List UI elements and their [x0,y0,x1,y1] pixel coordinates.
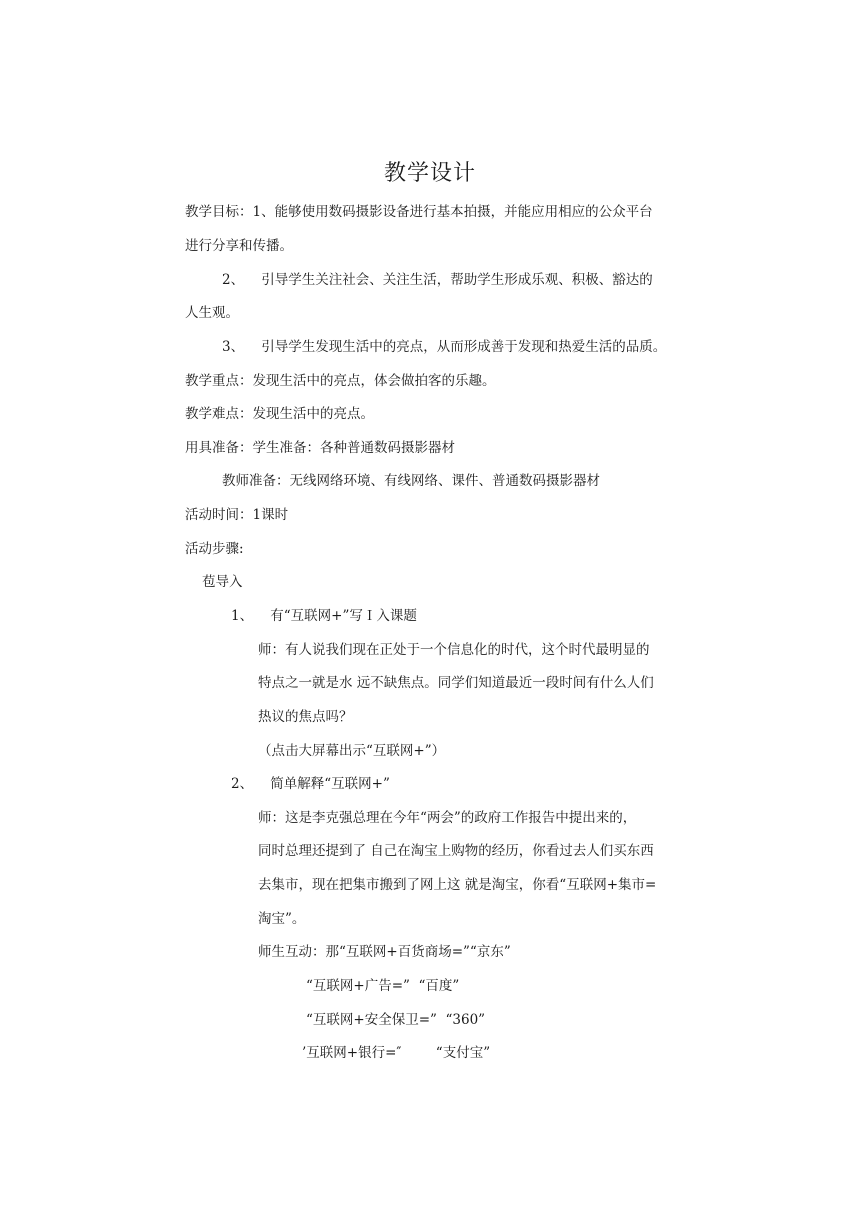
text-line: 用具准备：学生准备：各种普通数码摄影器材 [185,440,455,456]
text-line: 热议的焦点吗？ [258,709,353,725]
text-line: 师：这是李克强总理在今年“两会”的政府工作报告中提出来的， [258,810,637,826]
text-line: 教学重点：发现生活中的亮点，体会做拍客的乐趣。 [185,373,496,389]
text-line: 人生观。 [185,305,239,321]
text-line: 淘宝”。 [258,911,306,927]
text-line: ’互联网+银行=″ “支付宝” [302,1045,491,1061]
text-line: 教师准备：无线网络环境、有线网络、课件、普通数码摄影器材 [222,473,600,489]
text-line: 同时总理还提到了 自己在淘宝上购物的经历，你看过去人们买东西 [258,843,654,859]
text-line: “互联网+广告=” “百度” [306,978,460,994]
document-title: 教学设计 [383,161,476,186]
text-line: 师：有人说我们现在正处于一个信息化的时代，这个时代最明显的 [258,642,650,658]
text-line: 2、 引导学生关注社会、关注生活，帮助学生形成乐观、积极、豁达的 [222,272,653,288]
text-line: 1、 有“互联网+”写Ｉ入课题 [231,608,417,624]
text-line: 活动步骤: [185,541,244,557]
section-heading: 苞导入 [202,574,243,590]
text-line: 师生互动：那“互联网+百货商场=”“京东” [258,944,511,960]
text-line: （点击大屏幕出示“互联网+”） [258,743,446,759]
text-line: 进行分享和传播。 [185,238,293,254]
text-line: 教学目标：1、能够使用数码摄影设备进行基本拍摄，并能应用相应的公众平台 [185,204,653,220]
text-line: 教学难点：发现生活中的亮点。 [185,406,374,422]
text-line: 活动时间：1课时 [185,507,289,523]
text-line: 去集市，现在把集市搬到了网上这 就是淘宝，你看“互联网+集市= [258,877,657,893]
text-line: 3、 引导学生发现生活中的亮点，从而形成善于发现和热爱生活的品质。 [222,339,667,355]
text-line: 特点之一就是水 远不缺焦点。同学们知道最近一段时间有什么人们 [258,675,654,691]
text-line: “互联网+安全保卫=” “360” [306,1012,486,1028]
text-line: 2、 简单解释“互联网+” [231,776,390,792]
